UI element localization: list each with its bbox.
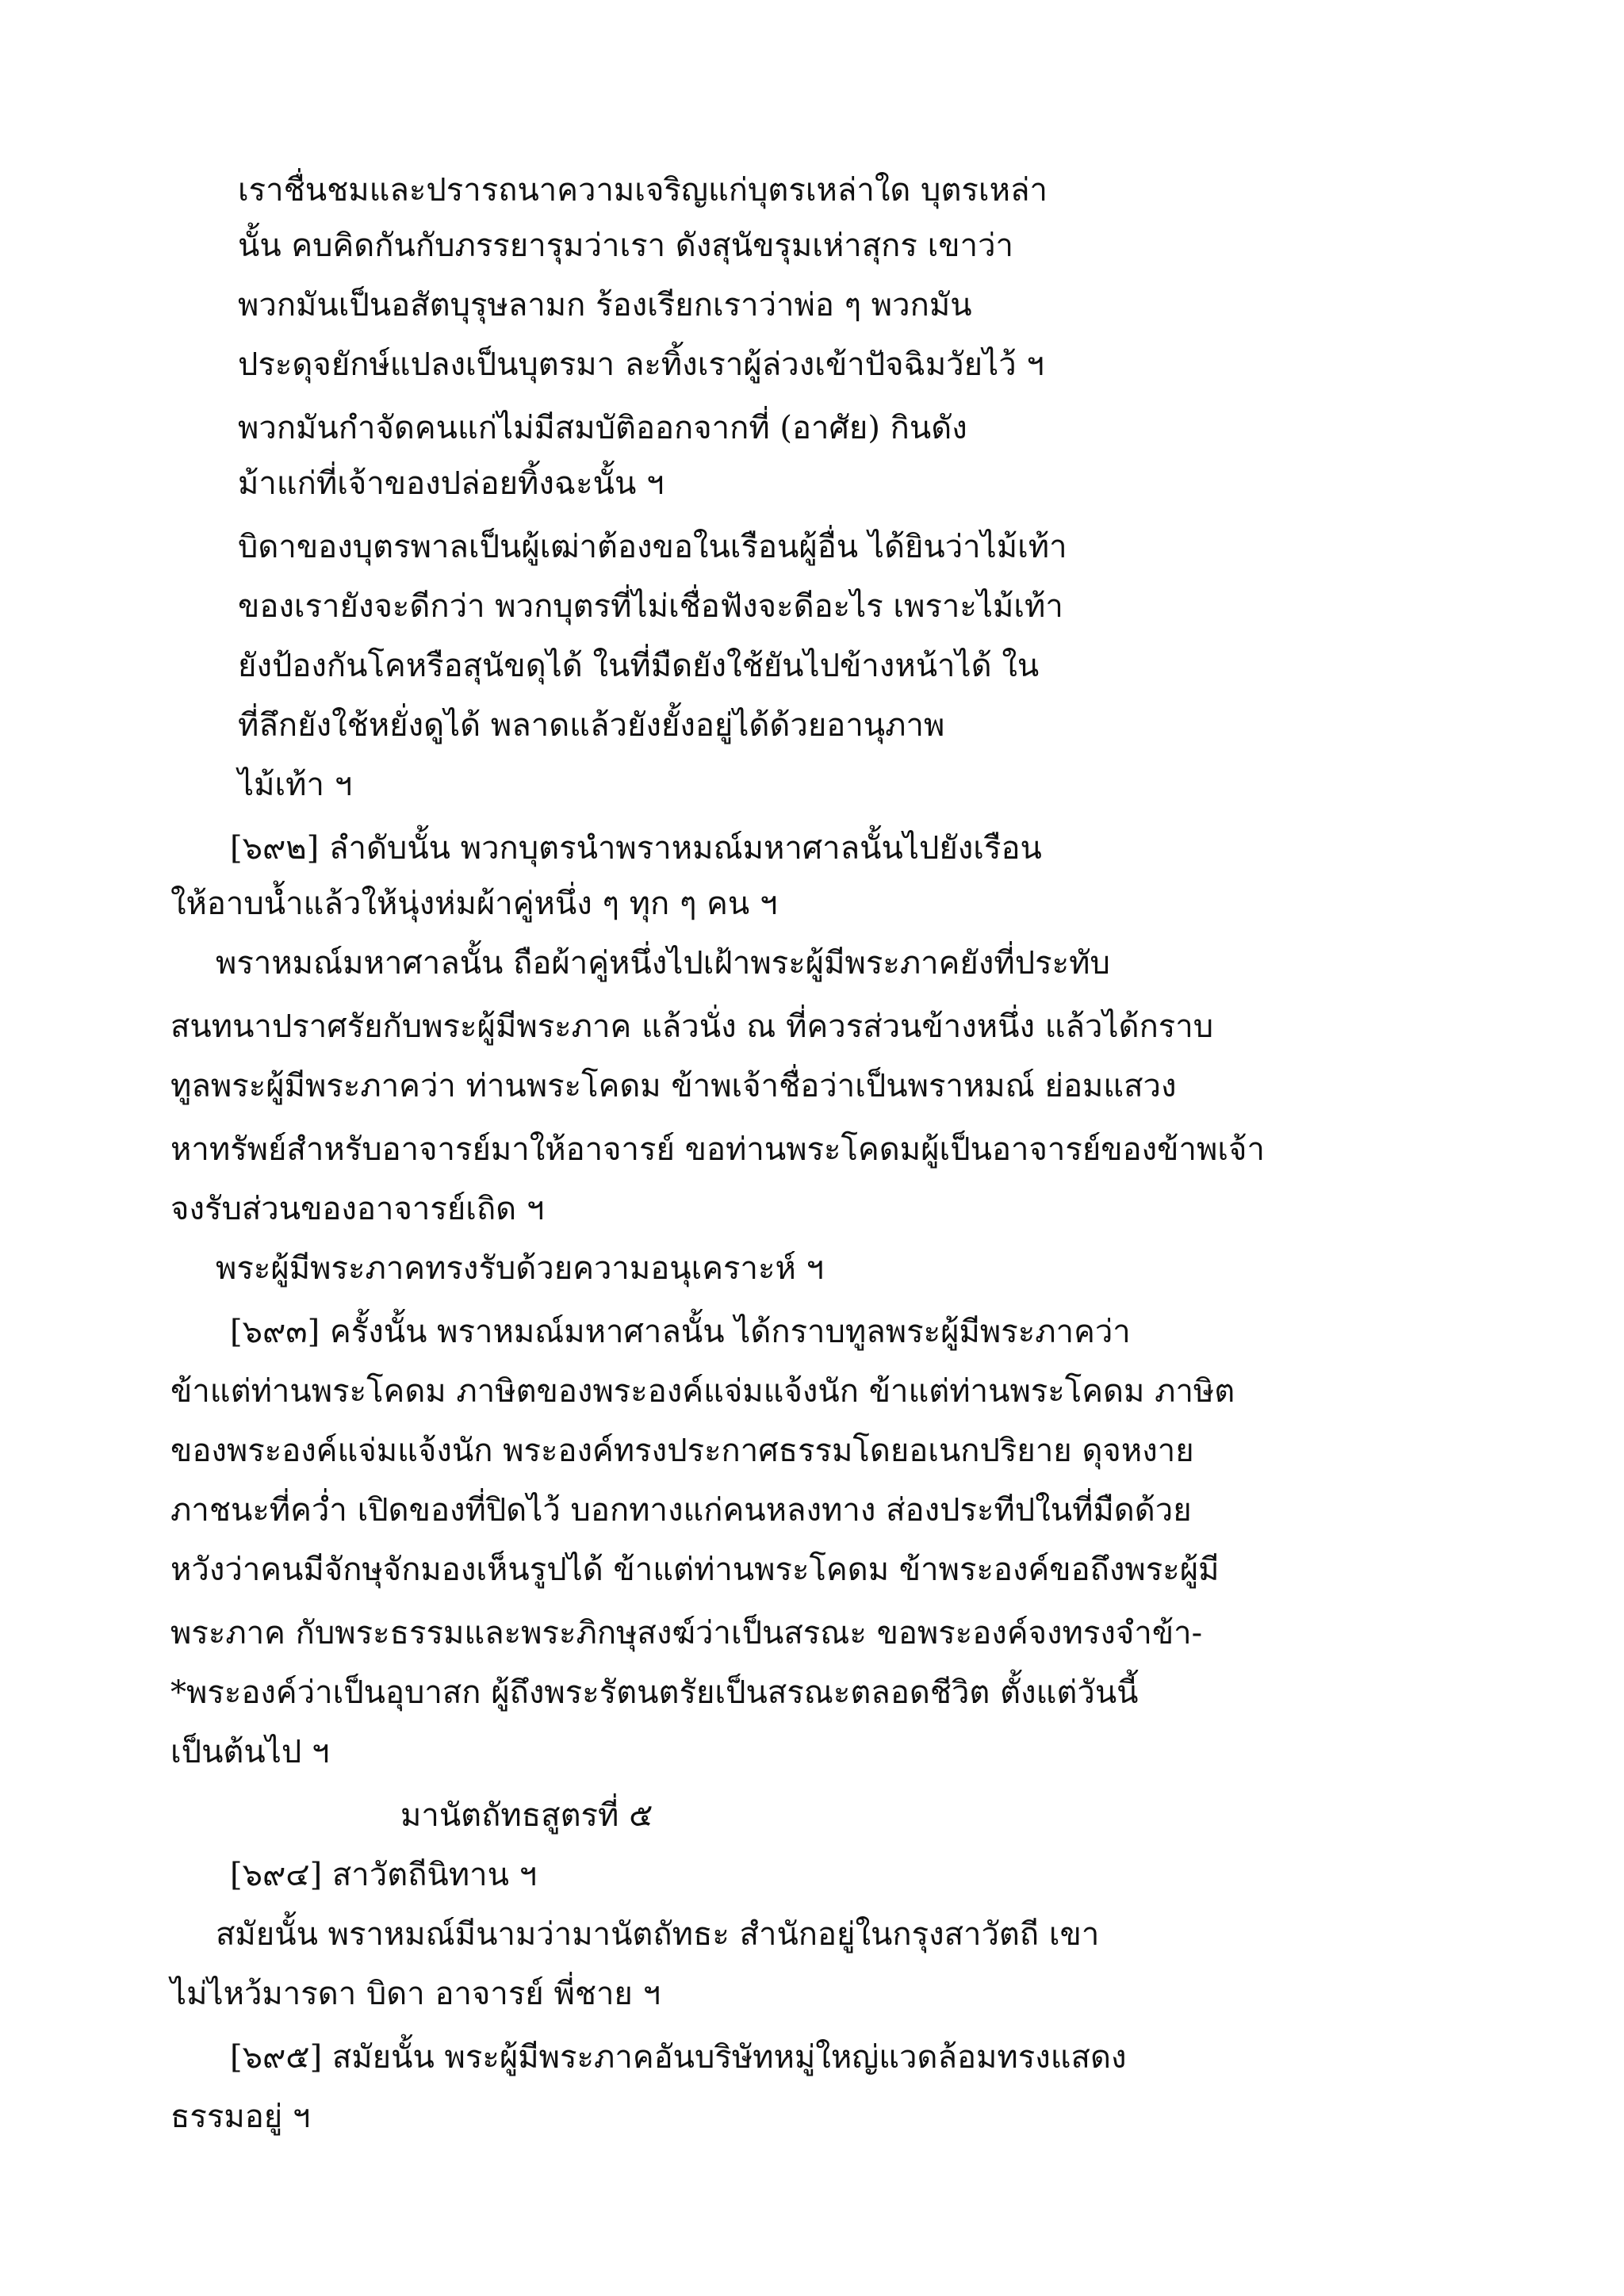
section-number-693-line: [๖๙๓] ครั้งนั้น พราหมณ์มหาศาลนั้น ได้กราบทูลพระผู้มีพระภาคว่า — [230, 1314, 1131, 1350]
text-line: ของเรายังจะดีกว่า พวกบุตรที่ไม่เชื่อฟังจะดีอะไร เพราะไม้เท้า — [238, 588, 1063, 625]
text-line: ไม่ไหว้มารดา บิดา อาจารย์ พี่ชาย ฯ — [170, 1976, 661, 2012]
text-line: ธรรมอยู่ ฯ — [170, 2099, 311, 2135]
text-line: หวังว่าคนมีจักษุจักมองเห็นรูปได้ ข้าแต่ท่านพระโคดม ข้าพระองค์ขอถึงพระผู้มี — [170, 1552, 1220, 1588]
text-line: ของพระองค์แจ่มแจ้งนัก พระองค์ทรงประกาศธรรมโดยอเนกปริยาย ดุจหงาย — [170, 1433, 1194, 1469]
text-line: สมัยนั้น พราหมณ์มีนามว่ามานัตถัทธะ สำนักอยู่ในกรุงสาวัตถี เขา — [216, 1916, 1100, 1953]
text-line: ยังป้องกันโคหรือสุนัขดุได้ ในที่มืดยังใช้ยันไปข้างหน้าได้ ใน — [238, 648, 1040, 684]
text-line: ม้าแก่ที่เจ้าของปล่อยทิ้งฉะนั้น ฯ — [238, 465, 665, 502]
section-number-694-line: [๖๙๔] สาวัตถีนิทาน ฯ — [230, 1857, 538, 1893]
sutta-heading: มานัตถัทธสูตรที่ ๕ — [400, 1797, 653, 1834]
text-line: ประดุจยักษ์แปลงเป็นบุตรมา ละทิ้งเราผู้ล่วงเข้าปัจฉิมวัยไว้ ฯ — [238, 346, 1044, 383]
text-line: บิดาของบุตรพาลเป็นผู้เฒ่าต้องขอในเรือนผู้อื่น ได้ยินว่าไม้เท้า — [238, 529, 1067, 565]
text-line: พระภาค กับพระธรรมและพระภิกษุสงฆ์ว่าเป็นสรณะ ขอพระองค์จงทรงจำข้า- — [170, 1615, 1203, 1651]
text-line: พวกมันกำจัดคนแก่ไม่มีสมบัติออกจากที่ (อาศัย) กินดัง — [238, 410, 967, 446]
text-line: ทูลพระผู้มีพระภาคว่า ท่านพระโคดม ข้าพเจ้าชื่อว่าเป็นพราหมณ์ ย่อมแสวง — [170, 1068, 1177, 1104]
text-line: ข้าแต่ท่านพระโคดม ภาษิตของพระองค์แจ่มแจ้งนัก ข้าแต่ท่านพระโคดม ภาษิต — [170, 1373, 1235, 1410]
text-line: *พระองค์ว่าเป็นอุบาสก ผู้ถึงพระรัตนตรัยเป็นสรณะตลอดชีวิต ตั้งแต่วันนี้ — [170, 1674, 1139, 1711]
text-line: พระผู้มีพระภาคทรงรับด้วยความอนุเคราะห์ ฯ — [216, 1250, 825, 1287]
text-line: นั้น คบคิดกันกับภรรยารุมว่าเรา ดังสุนัขรุมเห่าสุกร เขาว่า — [238, 228, 1013, 264]
text-line: หาทรัพย์สำหรับอาจารย์มาให้อาจารย์ ขอท่านพระโคดมผู้เป็นอาจารย์ของข้าพเจ้า — [170, 1131, 1265, 1168]
text-line: ให้อาบน้ำแล้วให้นุ่งห่มผ้าคู่หนึ่ง ๆ ทุก ๆ คน ฯ — [170, 886, 778, 922]
text-line: พวกมันเป็นอสัตบุรุษลามก ร้องเรียกเราว่าพ่อ ๆ พวกมัน — [238, 287, 972, 323]
text-line: เราชื่นชมและปรารถนาความเจริญแก่บุตรเหล่าใด บุตรเหล่า — [238, 172, 1048, 209]
text-line: สนทนาปราศรัยกับพระผู้มีพระภาค แล้วนั่ง ณ ที่ควรส่วนข้างหนึ่ง แล้วได้กราบ — [170, 1008, 1214, 1045]
text-line: ภาชนะที่คว่ำ เปิดของที่ปิดไว้ บอกทางแก่คนหลงทาง ส่องประทีปในที่มืดด้วย — [170, 1492, 1192, 1529]
text-line: จงรับส่วนของอาจารย์เถิด ฯ — [170, 1191, 545, 1227]
text-line: เป็นต้นไป ฯ — [170, 1734, 330, 1770]
section-number-695-line: [๖๙๕] สมัยนั้น พระผู้มีพระภาคอันบริษัทหมู่ใหญ่แวดล้อมทรงแสดง — [230, 2039, 1127, 2076]
text-line: พราหมณ์มหาศาลนั้น ถือผ้าคู่หนึ่งไปเฝ้าพระผู้มีพระภาคยังที่ประทับ — [216, 945, 1110, 982]
section-number-692-line: [๖๙๒] ลำดับนั้น พวกบุตรนำพราหมณ์มหาศาลนั้นไปยังเรือน — [230, 830, 1042, 867]
text-line: ไม้เท้า ฯ — [238, 767, 353, 803]
text-line: ที่ลึกยังใช้หยั่งดูได้ พลาดแล้วยังยั้งอยู่ได้ด้วยอานุภาพ — [238, 707, 945, 744]
